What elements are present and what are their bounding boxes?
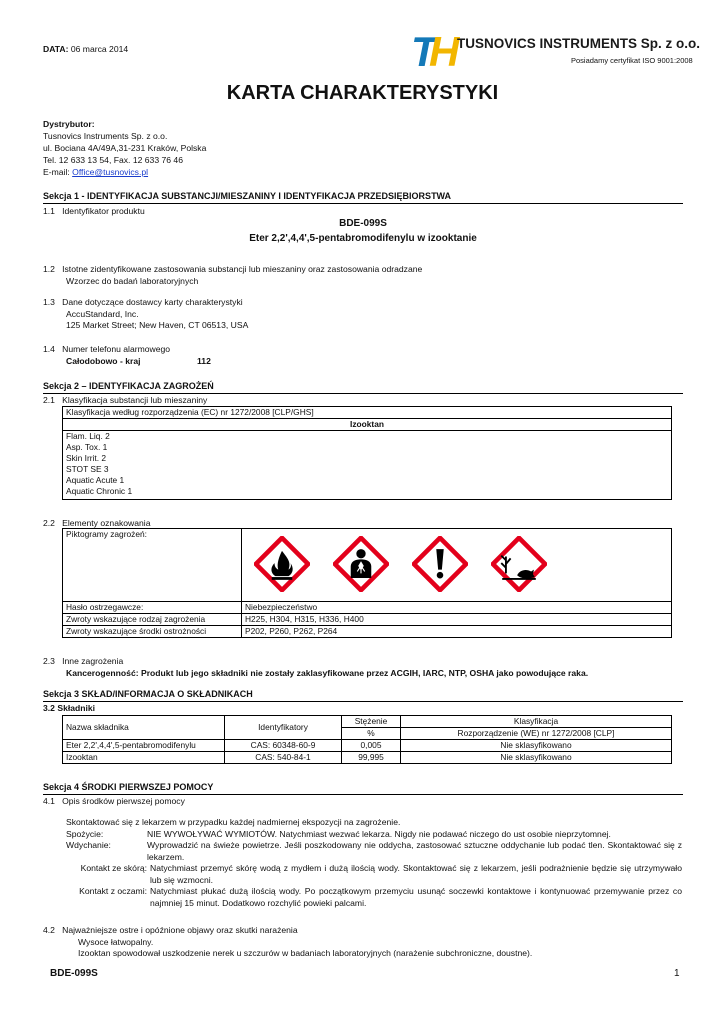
- col-name: Nazwa składnika: [63, 716, 225, 740]
- s4-2: 4.2 Najważniejsze ostre i opóźnione objawy oraz skutki narażenia Wysoce łatwopalny. Izooktan spowodował uszkodzenie nerek u szczurów w badaniach laboratoryjnych (narażenie subchroniczne, doustne).: [43, 925, 533, 958]
- email-link[interactable]: Office@tusnovics.pl: [72, 167, 149, 177]
- class-item: Flam. Liq. 2: [66, 431, 110, 441]
- certificate-text: Posiadamy certyfikat ISO 9001:2008: [571, 56, 693, 65]
- s2-3: 2.3 Inne zagrożenia Kancerogenność: Produkt lub jego składniki nie zostały zaklasyfikowane przez ACGIH, IARC, NTP, OSHA jako powodujące raka.: [43, 656, 589, 678]
- s4-1: 4.1 Opis środków pierwszej pomocy: [43, 796, 185, 806]
- section-2-divider: [43, 393, 683, 394]
- components-table: [62, 715, 672, 764]
- hazard-value: H225, H304, H315, H336, H400: [242, 614, 672, 626]
- first-aid-item: Kontakt z oczami: Natychmiast płukać dużą ilością wody. Po początkowym przemyciu usunąć soczewki kontaktowe i kontynuować przemywanie przez co najmniej 15 minut. Dodatkowo rozchylić powieki palcami.: [79, 886, 682, 908]
- s1-3: 1.3 Dane dotyczące dostawcy karty charakterystyki AccuStandard, Inc. 125 Market Street; New Haven, CT 06513, USA: [43, 297, 249, 330]
- document-date: DATA: 06 marca 2014: [43, 44, 129, 54]
- class-item: Aquatic Acute 1: [66, 475, 125, 485]
- section-3-heading: Sekcja 3 SKŁAD/INFORMACJA O SKŁADNIKACH: [43, 689, 253, 699]
- hazard-label: Zwroty wskazujące rodzaj zagrożenia: [63, 614, 242, 626]
- first-aid-item: Spożycie: NIE WYWOŁYWAĆ WYMIOTÓW. Natychmiast wezwać lekarza. Nigdy nie podawać niczego do ust osobie nieprzytomnej.: [66, 828, 611, 839]
- first-aid-intro: Skontaktować się z lekarzem w przypadku każdej nadmiernej ekspozycji na zagrożenie.: [66, 817, 401, 827]
- environment-pictogram-icon: [491, 536, 547, 592]
- page-number: 1: [674, 968, 680, 979]
- exclamation-pictogram-icon: [412, 536, 468, 592]
- section-4-divider: [43, 794, 683, 795]
- signal-value: Niebezpieczeństwo: [242, 602, 672, 614]
- precaution-value: P202, P260, P262, P264: [242, 626, 672, 638]
- col-identifiers: Identyfikatory: [225, 716, 342, 740]
- col-classification: Klasyfikacja: [401, 716, 672, 728]
- class-item: Asp. Tox. 1: [66, 442, 108, 452]
- s3-2: 3.2 Składniki: [43, 703, 96, 713]
- svg-text:H: H: [429, 28, 460, 70]
- health-hazard-pictogram-icon: [333, 536, 389, 592]
- distributor-block: Dystrybutor: Tusnovics Instruments Sp. z o.o. ul. Bociana 4A/49A,31-231 Kraków, Polska Tel. 12 633 13 54, Fax. 12 633 76 46 E-mail: Office@tusnovics.pl: [43, 119, 207, 177]
- class-item: Aquatic Chronic 1: [66, 486, 133, 496]
- table-row: Eter 2,2',4,4',5-pentabromodifenylu CAS: 60348-60-9 0,005 Nie sklasyfikowano: [63, 740, 672, 752]
- classification-list: [63, 431, 672, 500]
- col-concentration: Stężenie: [342, 716, 401, 728]
- company-name: TUSNOVICS INSTRUMENTS Sp. z o.o.: [457, 36, 701, 51]
- section-2-heading: Sekcja 2 – IDENTYFIKACJA ZAGROŻEŃ: [43, 381, 214, 391]
- pictograms-label: Piktogramy zagrożeń:: [63, 529, 242, 602]
- s1-4: 1.4 Numer telefonu alarmowego Całodobowo - kraj 112: [43, 344, 211, 366]
- first-aid-item: Kontakt ze skórą: Natychmiast przemyć skórę wodą z mydłem i dużą ilością wody. Skontaktować się z lekarzem, jeśli podrażnienie będzie się utrzymywało lub się wzmocni.: [80, 863, 682, 885]
- section-1-heading: Sekcja 1 - IDENTYFIKACJA SUBSTANCJI/MIESZANINY I IDENTYFIKACJA PRZEDSIĘBIORSTWA: [43, 191, 452, 201]
- product-code: BDE-099S: [339, 218, 387, 229]
- class-item: STOT SE 3: [66, 464, 109, 474]
- footer-product: BDE-099S: [50, 968, 98, 979]
- classification-header: Klasyfikacja według rozporządzenia (EC) nr 1272/2008 [CLP/GHS]: [63, 407, 672, 419]
- classification-table: [62, 406, 672, 500]
- signal-label: Hasło ostrzegawcze:: [63, 602, 242, 614]
- section-4-heading: Sekcja 4 ŚRODKI PIERWSZEJ POMOCY: [43, 782, 214, 792]
- s1-2: 1.2 Istotne zidentyfikowane zastosowania substancji lub mieszaniny oraz zastosowania odradzane Wzorzec do badań laboratoryjnych: [43, 264, 423, 286]
- svg-text:T: T: [411, 28, 437, 70]
- col-classification-regulation: Rozporządzenie (WE) nr 1272/2008 [CLP]: [401, 728, 672, 740]
- s2-1: 2.1 Klasyfikacja substancji lub mieszaniny: [43, 395, 208, 405]
- table-row: Izooktan CAS: 540-84-1 99,995 Nie sklasyfikowano: [63, 752, 672, 764]
- first-aid-block: [66, 817, 682, 909]
- substance-name: Izooktan: [63, 419, 672, 431]
- flame-pictogram-icon: [254, 536, 310, 592]
- product-name: Eter 2,2',4,4',5-pentabromodifenylu w izooktanie: [249, 233, 477, 244]
- page-title: KARTA CHARAKTERYSTYKI: [226, 82, 499, 104]
- first-aid-item: Wdychanie: Wyprowadzić na świeże powietrze. Jeśli poszkodowany nie oddycha, zastosować sztuczne oddychanie lub podać tlen. Skontaktować się z lekarzem.: [66, 840, 682, 862]
- th-logo-icon: [411, 28, 461, 70]
- col-concentration-unit: %: [342, 728, 401, 740]
- company-logo: [411, 28, 461, 70]
- precaution-label: Zwroty wskazujące środki ostrożności: [63, 626, 242, 638]
- s1-1: 1.1 Identyfikator produktu: [43, 206, 145, 216]
- section-1-divider: [43, 203, 683, 204]
- section-3-divider: [43, 701, 683, 702]
- s2-2: 2.2 Elementy oznakowania: [43, 518, 151, 528]
- class-item: Skin Irrit. 2: [66, 453, 107, 463]
